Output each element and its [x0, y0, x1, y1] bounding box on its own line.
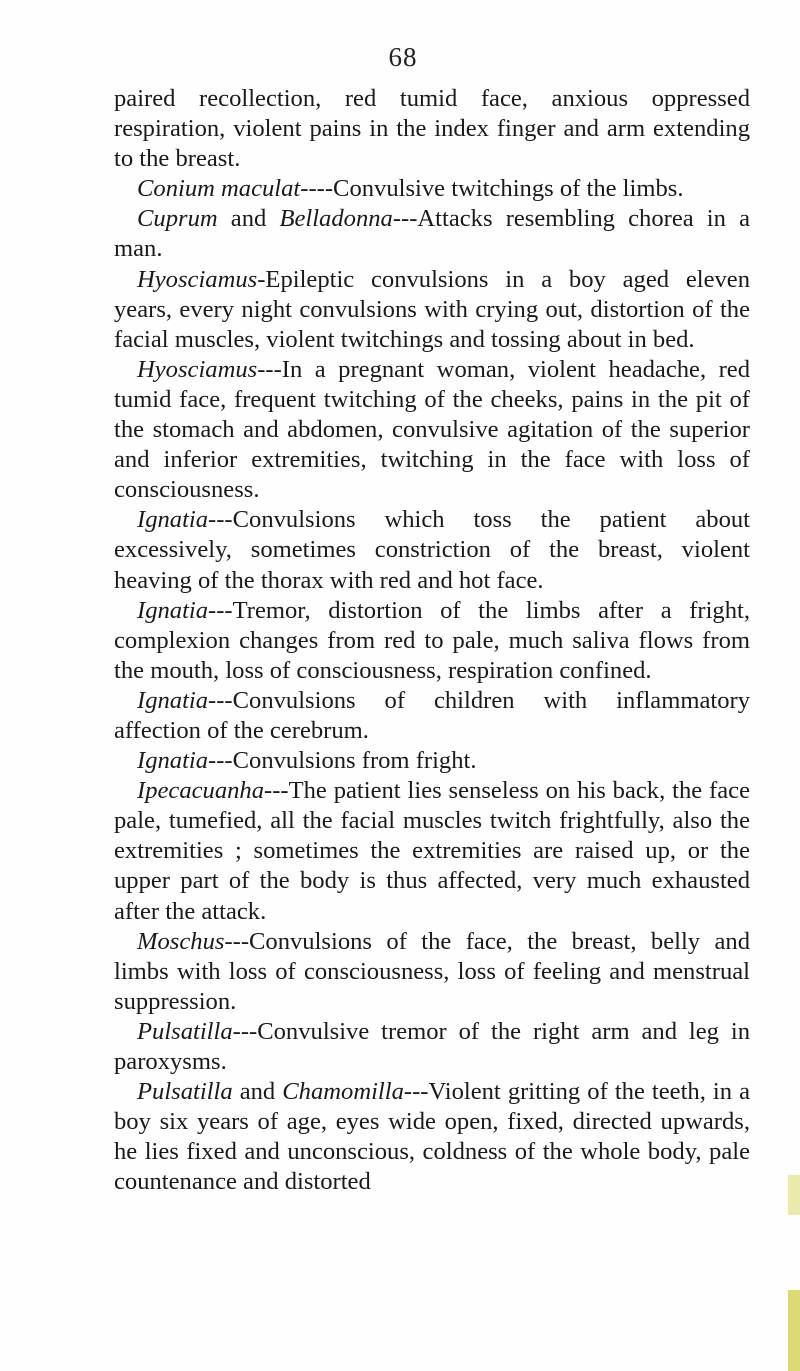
remedy-name: Pulsatilla [137, 1017, 233, 1045]
page-body [114, 84, 750, 1197]
remedy-name: Ipecacuanha [137, 777, 265, 805]
entry-text: ---The patient lies senseless on his back, the face pale, tumefied, all the facial muscles twitch frightfully, also the extremities ; sometimes the extremities are raised up, or the upper part of the body is thus affected, very much exhausted after the attack. [114, 777, 750, 925]
page-edge-stain [788, 1290, 800, 1371]
remedy-entry [114, 265, 750, 355]
entry-text: -Epileptic convulsions in a boy aged eleven years, every night convulsions with crying out, distortion of the facial muscles, violent twitchings and tossing about in bed. [114, 265, 750, 353]
remedy-conjunction: and [232, 1078, 283, 1106]
remedy-conjunction: and [217, 205, 280, 233]
remedy-name: Hyosciamus [137, 265, 258, 293]
remedy-entry [114, 596, 750, 686]
entry-text: ---Convulsions of children with inflammatory affection of the cerebrum. [114, 686, 750, 744]
entry-text: ---Convulsions which toss the patient about excessively, sometimes constriction of the breast, violent heaving of the thorax with red and hot face. [114, 506, 750, 594]
remedy-name: Moschus [137, 927, 225, 955]
page-edge-stain [788, 1175, 800, 1215]
entry-text: ---Convulsions of the face, the breast, belly and limbs with loss of consciousness, loss of feeling and menstrual suppression. [114, 927, 750, 1015]
entry-text: ---Violent gritting of the teeth, in a boy six years of age, eyes wide open, fixed, directed upwards, he lies fixed and unconscious, coldness of the whole body, pale countenance and distorted [114, 1078, 751, 1196]
entry-text: ----Convulsive twitchings of the limbs. [300, 175, 684, 203]
remedy-entry [114, 204, 750, 264]
remedy-entry [114, 927, 750, 1017]
remedy-name-second: Chamomilla [282, 1078, 404, 1106]
page-number: 68 [388, 42, 418, 72]
remedy-entry [114, 686, 750, 746]
remedy-entry [114, 776, 750, 926]
remedy-entry [114, 355, 750, 505]
remedy-name-second: Belladonna [279, 205, 393, 233]
remedy-entry [114, 174, 750, 204]
continued-paragraph [114, 84, 750, 174]
entry-text: ---Convulsive tremor of the right arm and leg in paroxysms. [114, 1017, 750, 1075]
entry-text: ---Convulsions from fright. [208, 747, 477, 775]
remedy-entry [114, 1017, 750, 1077]
entry-text: ---Attacks resembling chorea in a man. [114, 205, 750, 263]
remedy-name: Hyosciamus [137, 355, 258, 383]
remedy-name: Ignatia [137, 747, 209, 775]
entry-text: ---Tremor, distortion of the limbs after a fright, complexion changes from red to pale, much saliva flows from the mouth, loss of consciousness, respiration confined. [114, 596, 750, 684]
entry-text: ---In a pregnant woman, violent headache, red tumid face, frequent twitching of the cheeks, pains in the pit of the stomach and abdomen, convulsive agitation of the superior and inferior extremities, twitching in the face with loss of consciousness. [114, 355, 750, 504]
remedy-name: Ignatia [137, 596, 209, 624]
remedy-name: Ignatia [137, 506, 209, 534]
entry-text: paired recollection, red tumid face, anxious oppressed respiration, violent pains in the index finger and arm extending to the breast. [114, 85, 750, 173]
remedy-name: Conium maculat [137, 175, 301, 203]
remedy-name: Cuprum [137, 205, 218, 233]
remedy-entry [114, 746, 750, 776]
remedy-name: Pulsatilla [137, 1078, 233, 1106]
remedy-name: Ignatia [137, 686, 209, 714]
remedy-entry [114, 505, 750, 595]
remedy-entry [114, 1077, 750, 1197]
